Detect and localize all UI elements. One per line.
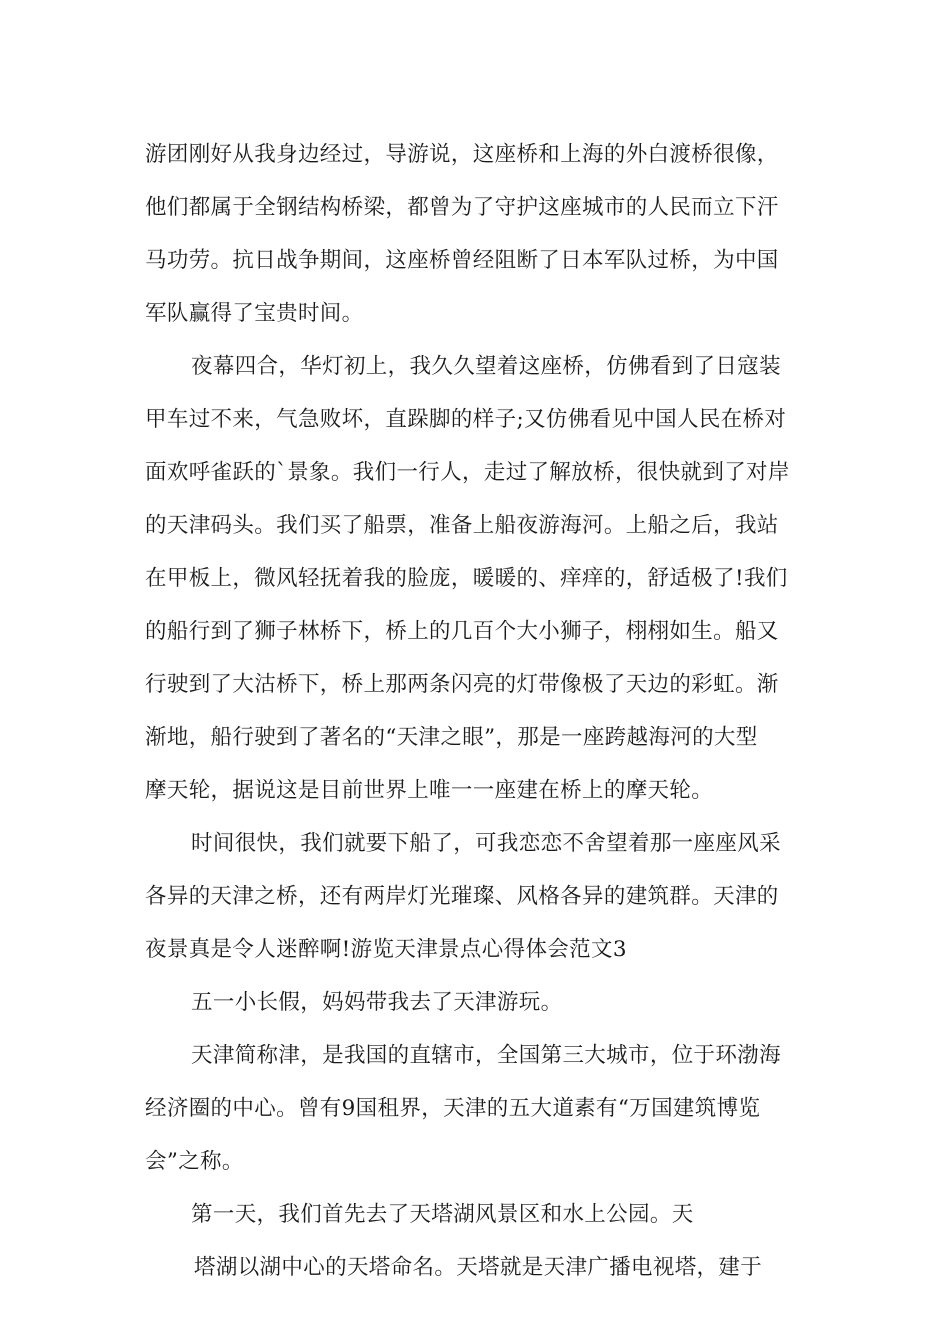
text-line: 面欢呼雀跃的`景象。我们一行人，走过了解放桥，很快就到了对岸	[145, 460, 790, 485]
text-line: 他们都属于全钢结构桥梁，都曾为了守护这座城市的人民而立下汗	[145, 195, 779, 220]
text-line: 军队赢得了宝贵时间。	[145, 301, 364, 326]
text-line: 游团刚好从我身边经过，导游说，这座桥和上海的外白渡桥很像，	[145, 142, 779, 167]
paragraph-start-line: 五一小长假，妈妈带我去了天津游玩。	[191, 990, 563, 1015]
text-line: 的船行到了狮子林桥下，桥上的几百个大小狮子，栩栩如生。船又	[145, 619, 779, 644]
text-line: 行驶到了大沽桥下，桥上那两条闪亮的灯带像极了天边的彩虹。渐	[145, 672, 779, 697]
text-line: 夜景真是令人迷醉啊!游览天津景点心得体会范文3	[145, 937, 627, 962]
paragraph-start-line: 天津简称津，是我国的直辖市，全国第三大城市，位于环渤海	[191, 1043, 781, 1068]
paragraph-start-line: 时间很快，我们就要下船了，可我恋恋不舍望着那一座座风采	[191, 831, 781, 856]
document-body	[145, 128, 810, 1294]
text-line: 在甲板上，微风轻抚着我的脸庞，暖暖的、痒痒的，舒适极了!我们	[145, 566, 788, 591]
paragraph-start-line: 夜幕四合，华灯初上，我久久望着这座桥，仿佛看到了日寇装	[191, 354, 781, 379]
paragraph-start-line: 塔湖以湖中心的天塔命名。天塔就是天津广播电视塔，建于	[194, 1255, 763, 1280]
text-line: 的天津码头。我们买了船票，准备上船夜游海河。上船之后，我站	[145, 513, 779, 538]
text-line: 渐地，船行驶到了著名的“天津之眼”，那是一座跨越海河的大型	[145, 725, 758, 750]
text-line: 会”之称。	[145, 1149, 244, 1174]
text-line: 马功劳。抗日战争期间，这座桥曾经阻断了日本军队过桥，为中国	[145, 248, 779, 273]
paragraph-start-line: 第一天，我们首先去了天塔湖风景区和水上公园。天	[191, 1202, 694, 1227]
text-line: 摩天轮，据说这是目前世界上唯一一座建在桥上的摩天轮。	[145, 778, 714, 803]
text-line: 甲车过不来，气急败坏，直跺脚的样子;又仿佛看见中国人民在桥对	[145, 407, 787, 432]
text-line: 经济圈的中心。曾有9国租界，天津的五大道素有“万国建筑博览	[145, 1096, 761, 1121]
text-line: 各异的天津之桥，还有两岸灯光璀璨、风格各异的建筑群。天津的	[145, 884, 779, 909]
